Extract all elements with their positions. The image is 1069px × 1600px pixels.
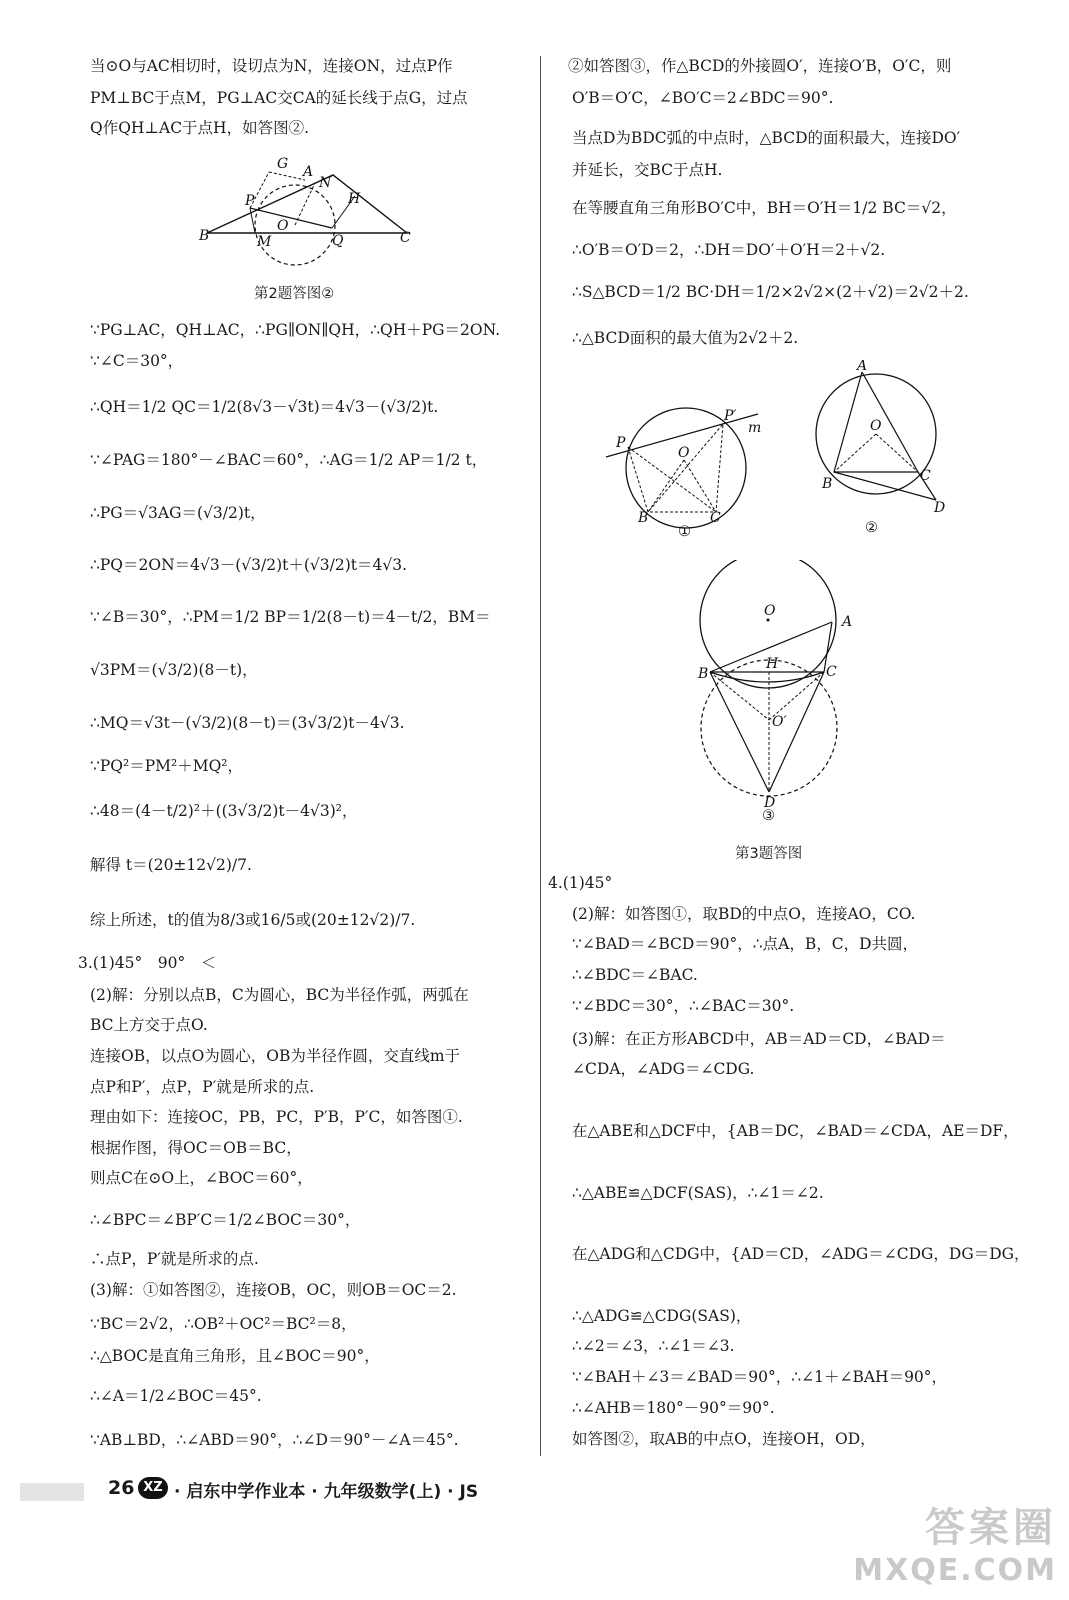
text-line: (3)解：在正方形ABCD中，AB＝AD＝CD，∠BAD＝ bbox=[572, 1030, 946, 1048]
text-line: ∴PG＝√3AG＝(√3/2)t， bbox=[90, 504, 266, 522]
text-line: 则点C在⊙O上，∠BOC＝60°， bbox=[90, 1169, 313, 1187]
text-line: ∴∠2＝∠3，∴∠1＝∠3. bbox=[572, 1337, 735, 1355]
text-line: O′B＝O′C，∠BO′C＝2∠BDC＝90°. bbox=[572, 89, 834, 107]
watermark bbox=[853, 1496, 1057, 1588]
figure-caption: 第3题答图 bbox=[735, 846, 803, 862]
svg-text:B: B bbox=[698, 666, 709, 682]
text-line: 并延长，交BC于点H. bbox=[572, 161, 723, 179]
text-line: ∴MQ＝√3t－(√3/2)(8－t)＝(3√3/2)t－4√3. bbox=[90, 714, 405, 732]
text-line: ∵∠PAG＝180°－∠BAC＝60°，∴AG＝1/2 AP＝1/2 t， bbox=[90, 451, 488, 469]
svg-text:B: B bbox=[199, 228, 210, 244]
text-line: ∴点P，P′就是所求的点. bbox=[90, 1250, 259, 1268]
text-line: (2)解：如答图①，取BD的中点O，连接AO，CO. bbox=[572, 905, 916, 923]
svg-text:C: C bbox=[710, 510, 721, 526]
text-line: 如答图②，取AB的中点O，连接OH，OD， bbox=[572, 1430, 876, 1448]
text-line: (2)解：分别以点B，C为圆心，BC为半径作弧，两弧在 bbox=[90, 986, 469, 1004]
text-line: ∴△ADG≌△CDG(SAS)， bbox=[572, 1307, 752, 1325]
text-line: BC上方交于点O. bbox=[90, 1016, 208, 1034]
text-line: Q作QH⊥AC于点H，如答图②. bbox=[90, 119, 310, 137]
text-line: ∴△BCD面积的最大值为2√2＋2. bbox=[572, 329, 799, 347]
text-line: ∴∠A＝1/2∠BOC＝45°. bbox=[90, 1387, 262, 1405]
text-line: 当点D为BDC弧的中点时，△BCD的面积最大，连接DO′ bbox=[572, 129, 961, 147]
text-line: ∴48＝(4－t/2)²＋((3√3/2)t－4√3)²， bbox=[90, 802, 358, 820]
figure-label-3: ③ bbox=[762, 808, 775, 824]
text-line: ∵BC＝2√2，∴OB²＋OC²＝BC²＝8， bbox=[90, 1315, 357, 1333]
svg-text:P: P bbox=[616, 435, 626, 451]
text-line: ②如答图③，作△BCD的外接圆O′，连接O′B，O′C，则 bbox=[568, 57, 952, 75]
text-line: 点P和P′，点P，P′就是所求的点. bbox=[90, 1078, 315, 1096]
text-line: 解得 t＝(20±12√2)/7. bbox=[90, 856, 252, 874]
text-line: ∴∠BDC＝∠BAC. bbox=[572, 966, 698, 984]
figure-label-2: ② bbox=[865, 520, 878, 536]
text-line: 在△ADG和△CDG中，{AD＝CD，∠ADG＝∠CDG，DG＝DG， bbox=[572, 1245, 1030, 1263]
svg-text:N: N bbox=[319, 175, 332, 191]
svg-text:B: B bbox=[638, 510, 649, 526]
svg-text:O′: O′ bbox=[772, 714, 787, 730]
svg-text:B: B bbox=[822, 476, 833, 492]
text-line: 根据作图，得OC＝OB＝BC， bbox=[90, 1139, 302, 1157]
svg-text:O: O bbox=[764, 603, 776, 619]
svg-text:M: M bbox=[257, 234, 272, 250]
svg-text:Q: Q bbox=[332, 233, 344, 249]
text-line: 在△ABE和△DCF中，{AB＝DC，∠BAD＝∠CDA，AE＝DF， bbox=[572, 1122, 1019, 1140]
figure-q3-answer-3 bbox=[694, 560, 854, 839]
svg-text:D: D bbox=[764, 795, 776, 811]
page-number: 26 bbox=[108, 1477, 135, 1499]
text-line: ∴∠BPC＝∠BP′C＝1/2∠BOC＝30°， bbox=[90, 1211, 361, 1229]
text-line: ∵∠B＝30°，∴PM＝1/2 BP＝1/2(8－t)＝4－t/2，BM＝ bbox=[90, 608, 491, 626]
svg-text:P′: P′ bbox=[724, 408, 737, 424]
svg-text:A: A bbox=[842, 614, 853, 630]
text-line: (3)解：①如答图②，连接OB，OC，则OB＝OC＝2. bbox=[90, 1281, 457, 1299]
svg-text:A: A bbox=[303, 164, 314, 180]
publisher-badge: XZ bbox=[138, 1477, 168, 1499]
figure-caption: 第2题答图② bbox=[254, 286, 335, 302]
text-line: ∴△BOC是直角三角形，且∠BOC＝90°， bbox=[90, 1347, 380, 1365]
figure-q3-answer-2 bbox=[812, 360, 962, 554]
column-divider bbox=[540, 56, 541, 1456]
text-line: 当⊙O与AC相切时，设切点为N，连接ON，过点P作 bbox=[90, 57, 453, 75]
text-line: ∴QH＝1/2 QC＝1/2(8√3－√3t)＝4√3－(√3/2)t. bbox=[90, 398, 439, 416]
text-line: ∵PQ²＝PM²＋MQ²， bbox=[90, 757, 244, 775]
text-line: ∵∠BAH＋∠3＝∠BAD＝90°，∴∠1＋∠BAH＝90°， bbox=[572, 1368, 948, 1386]
footer-bar bbox=[20, 1483, 84, 1501]
svg-text:O: O bbox=[870, 418, 882, 434]
svg-text:P: P bbox=[245, 193, 255, 209]
text-line: ∴PQ＝2ON＝4√3－(√3/2)t＋(√3/2)t＝4√3. bbox=[90, 556, 408, 574]
watermark-url: MXQE.COM bbox=[853, 1553, 1057, 1588]
text-line: ∵∠BAD＝∠BCD＝90°，∴点A，B，C，D共圆， bbox=[572, 935, 919, 953]
svg-text:m: m bbox=[748, 420, 762, 436]
text-line: PM⊥BC于点M，PG⊥AC交CA的延长线于点G，过点 bbox=[90, 89, 468, 107]
text-line: ∴△ABE≌△DCF(SAS)，∴∠1＝∠2. bbox=[572, 1184, 824, 1202]
text-line: ∠CDA，∠ADG＝∠CDG. bbox=[572, 1060, 755, 1078]
text-line: 理由如下：连接OC，PB，PC，P′B，P′C，如答图①. bbox=[90, 1108, 463, 1126]
text-line: ∵∠BDC＝30°，∴∠BAC＝30°. bbox=[572, 997, 795, 1015]
text-line: 连接OB，以点O为圆心，OB为半径作圆，交直线m于 bbox=[90, 1047, 461, 1065]
text-line: ∴S△BCD＝1/2 BC·DH＝1/2×2√2×(2＋√2)＝2√2＋2. bbox=[572, 283, 969, 301]
svg-text:O: O bbox=[678, 445, 690, 461]
text-line: 4.(1)45° bbox=[548, 874, 613, 892]
svg-text:H: H bbox=[348, 191, 361, 207]
svg-text:C: C bbox=[826, 664, 837, 680]
text-line: ∴O′B＝O′D＝2，∴DH＝DO′＋O′H＝2＋√2. bbox=[572, 241, 886, 259]
svg-text:O: O bbox=[277, 218, 289, 234]
text-line: 3.(1)45° 90° ＜ bbox=[78, 954, 217, 972]
figure-label-1: ① bbox=[678, 524, 691, 540]
svg-text:G: G bbox=[277, 156, 289, 172]
text-line: 在等腰直角三角形BO′C中，BH＝O′H＝1/2 BC＝√2， bbox=[572, 199, 957, 217]
text-line: ∵∠C＝30°， bbox=[90, 352, 184, 370]
svg-text:H: H bbox=[766, 656, 779, 672]
svg-text:A: A bbox=[857, 360, 868, 374]
text-line: ∵AB⊥BD，∴∠ABD＝90°，∴∠D＝90°－∠A＝45°. bbox=[90, 1431, 459, 1449]
figure-q3-answer-1 bbox=[598, 402, 778, 551]
text-line: ∴∠AHB＝180°－90°＝90°. bbox=[572, 1399, 775, 1417]
svg-text:C: C bbox=[920, 468, 931, 484]
text-line: ∵PG⊥AC，QH⊥AC，∴PG∥ON∥QH，∴QH＋PG＝2ON. bbox=[90, 321, 501, 339]
figure-q2-answer-2 bbox=[195, 150, 425, 279]
text-line: √3PM＝(√3/2)(8－t)， bbox=[90, 661, 258, 679]
svg-text:C: C bbox=[400, 230, 411, 246]
svg-text:D: D bbox=[934, 500, 946, 516]
text-line: 综上所述，t的值为8/3或16/5或(20±12√2)/7. bbox=[90, 911, 416, 929]
book-title: · 启东中学作业本 · 九年级数学(上) · JS bbox=[174, 1482, 479, 1502]
watermark-text: 答案圈 bbox=[925, 1505, 1057, 1551]
